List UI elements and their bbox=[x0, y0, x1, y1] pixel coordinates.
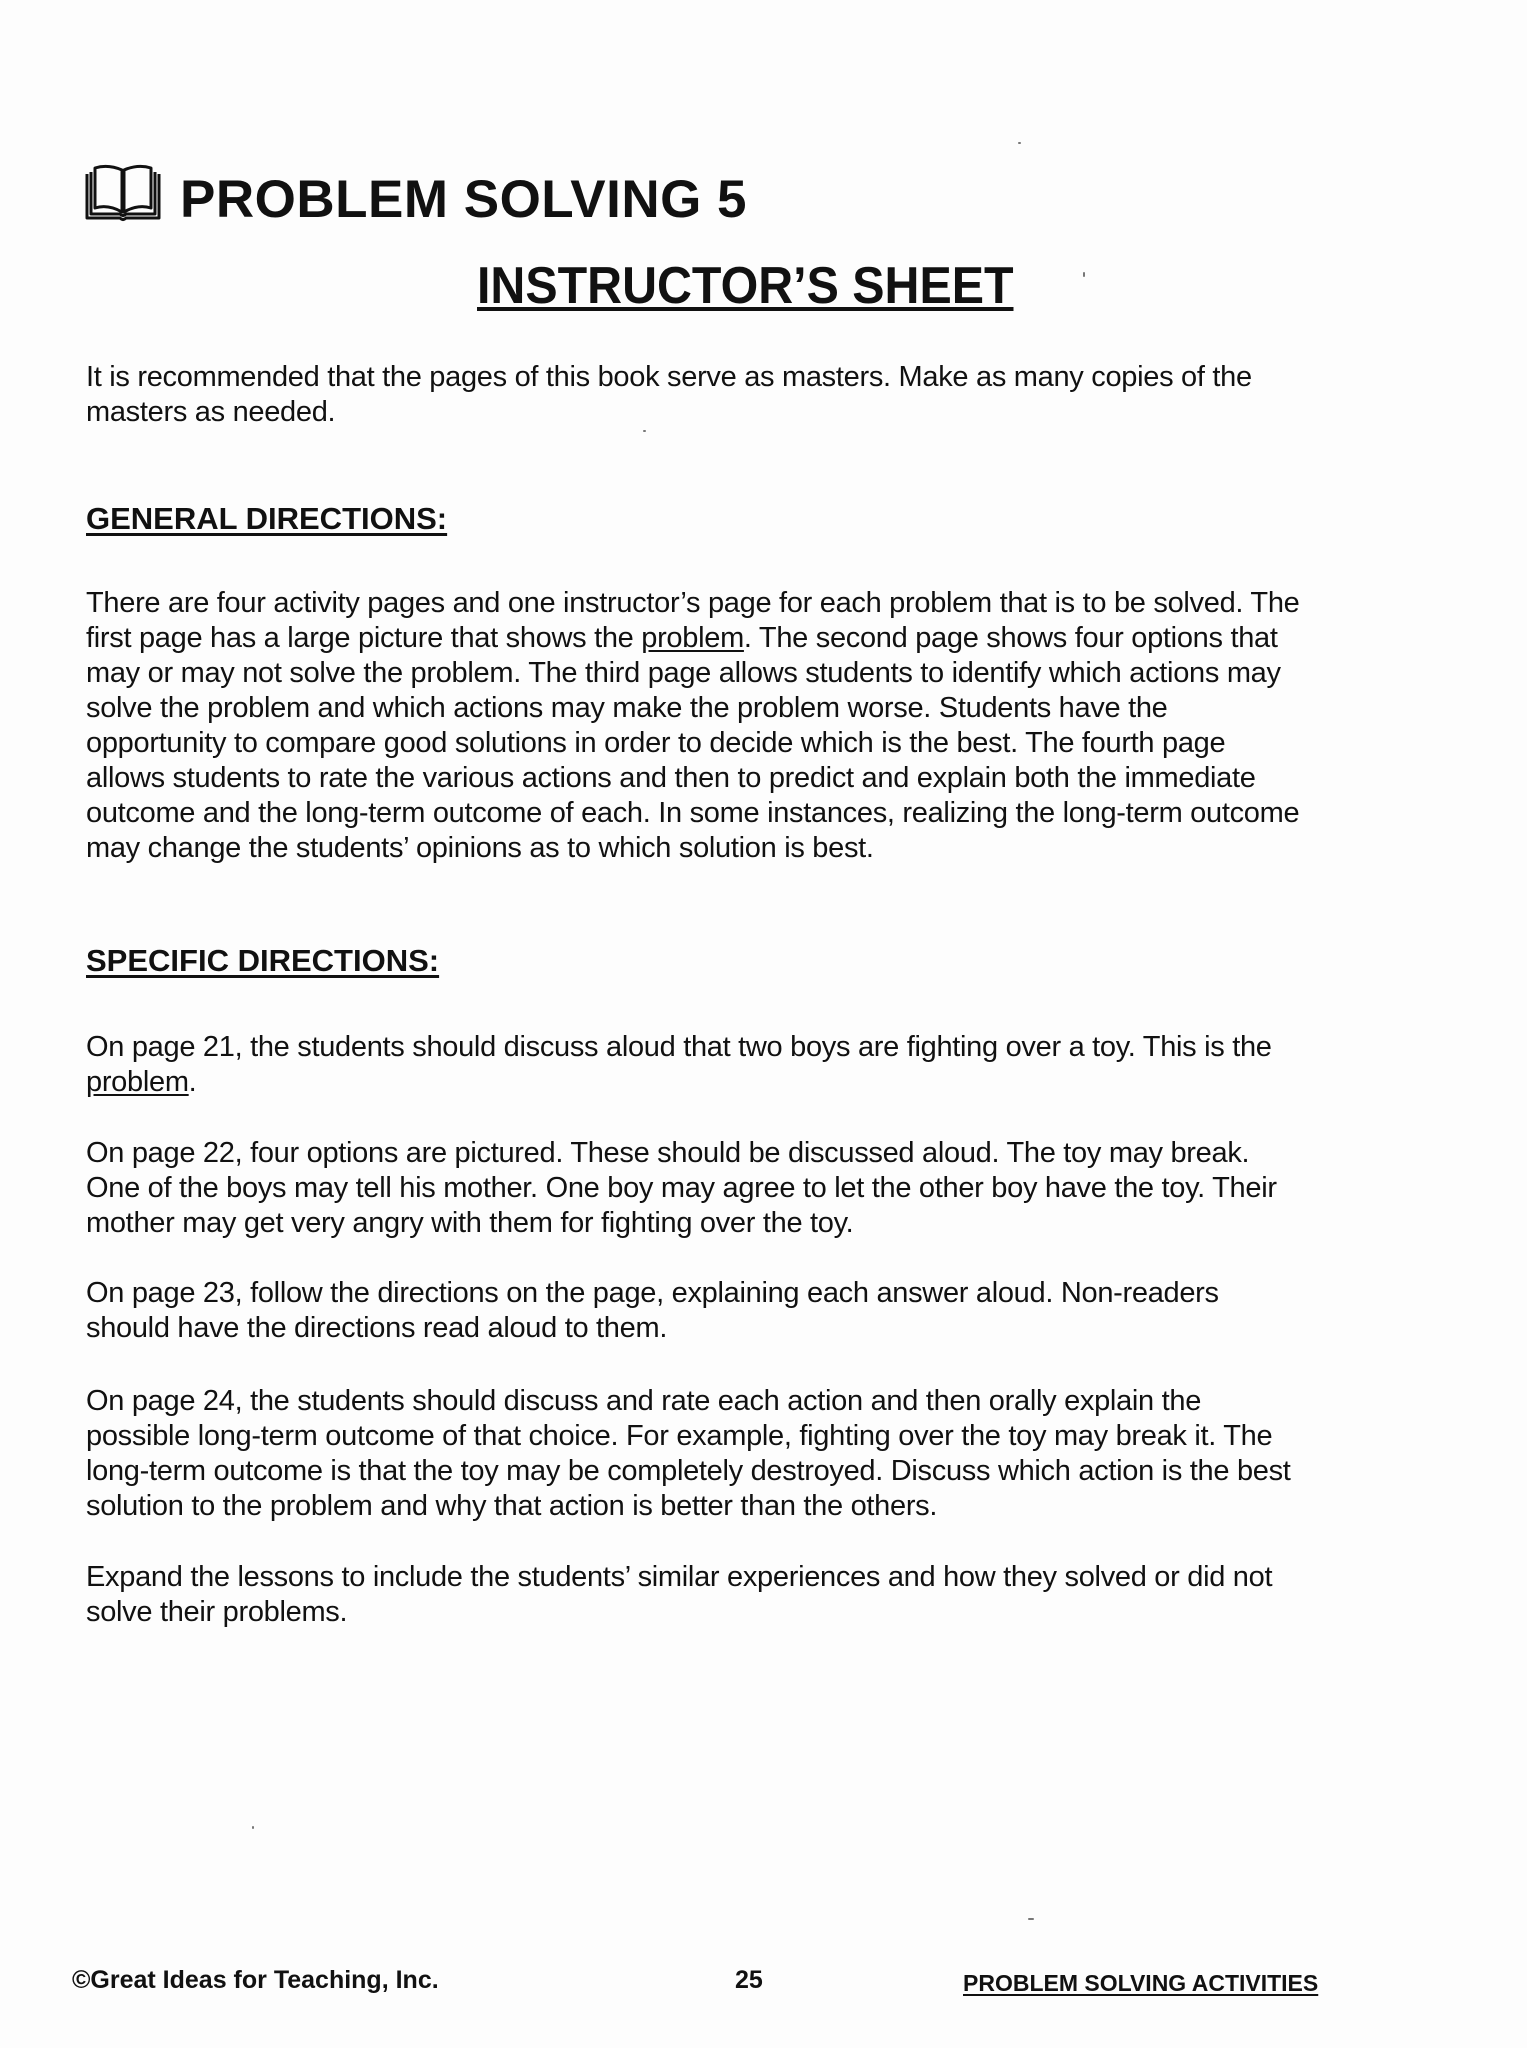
paragraph-line: On page 21, the students should discuss aloud that two boys are fighting over a toy. This is the bbox=[86, 1031, 1272, 1063]
page22-paragraph bbox=[86, 1136, 1426, 1241]
paragraph-line bbox=[86, 621, 1426, 656]
paragraph-line: may or may not solve the problem. The third page allows students to identify which actions may bbox=[86, 657, 1281, 689]
page-title: PROBLEM SOLVING 5 bbox=[180, 170, 748, 229]
paragraph-line: Expand the lessons to include the students’ similar experiences and how they solved or did not bbox=[86, 1561, 1273, 1593]
intro-line: It is recommended that the pages of this book serve as masters. Make as many copies of the bbox=[86, 361, 1252, 393]
paragraph-line: On page 22, four options are pictured. These should be discussed aloud. The toy may break. bbox=[86, 1137, 1250, 1169]
expand-paragraph bbox=[86, 1560, 1426, 1630]
text-run: . The second page shows four options that bbox=[743, 622, 1278, 654]
text-run: first page has a large picture that shows the bbox=[86, 622, 642, 654]
paragraph-line: should have the directions read aloud to them. bbox=[86, 1312, 668, 1344]
page21-paragraph bbox=[86, 1030, 1426, 1100]
paragraph-line: On page 23, follow the directions on the page, explaining each answer aloud. Non-readers bbox=[86, 1277, 1219, 1309]
footer-page-number: 25 bbox=[735, 1966, 763, 1994]
general-directions-heading: GENERAL DIRECTIONS: bbox=[86, 501, 448, 536]
paragraph-line: possible long-term outcome of that choice. For example, fighting over the toy may break it. The bbox=[86, 1420, 1273, 1452]
paragraph-line: opportunity to compare good solutions in order to decide which is the best. The fourth page bbox=[86, 727, 1226, 759]
footer-copyright: ©Great Ideas for Teaching, Inc. bbox=[72, 1966, 439, 1994]
paragraph-line: One of the boys may tell his mother. One boy may agree to let the other boy have the toy. Their bbox=[86, 1172, 1277, 1204]
paragraph-line bbox=[86, 1065, 1426, 1100]
paragraph-line: solution to the problem and why that action is better than the others. bbox=[86, 1490, 938, 1522]
page23-paragraph bbox=[86, 1276, 1426, 1346]
page-subtitle: INSTRUCTOR’S SHEET bbox=[477, 257, 1014, 315]
underlined-word-problem: problem bbox=[641, 622, 744, 654]
scan-speck bbox=[643, 430, 646, 432]
specific-directions-heading: SPECIFIC DIRECTIONS: bbox=[86, 943, 440, 978]
paragraph-line: mother may get very angry with them for fighting over the toy. bbox=[86, 1207, 854, 1239]
footer-series-title: PROBLEM SOLVING ACTIVITIES bbox=[963, 1970, 1319, 1996]
open-book-icon bbox=[84, 164, 162, 224]
paragraph-line: outcome and the long-term outcome of each. In some instances, realizing the long-term outcome bbox=[86, 797, 1300, 829]
paragraph-line: solve their problems. bbox=[86, 1596, 348, 1628]
scan-speck bbox=[1018, 142, 1021, 144]
paragraph-line: On page 24, the students should discuss and rate each action and then orally explain the bbox=[86, 1385, 1202, 1417]
underlined-word-problem: problem bbox=[86, 1066, 189, 1098]
paragraph-line: long-term outcome is that the toy may be completely destroyed. Discuss which action is the best bbox=[86, 1455, 1291, 1487]
intro-line: masters as needed. bbox=[86, 396, 336, 428]
text-run: . bbox=[188, 1066, 197, 1098]
paragraph-line: allows students to rate the various actions and then to predict and explain both the immediate bbox=[86, 762, 1256, 794]
intro-paragraph bbox=[86, 360, 1426, 430]
scan-speck bbox=[1028, 1918, 1034, 1920]
paragraph-line: There are four activity pages and one instructor’s page for each problem that is to be solved. The bbox=[86, 587, 1300, 619]
scan-speck bbox=[252, 1826, 254, 1829]
scan-speck bbox=[1083, 272, 1085, 277]
paragraph-line: solve the problem and which actions may make the problem worse. Students have the bbox=[86, 692, 1168, 724]
page24-paragraph bbox=[86, 1384, 1426, 1524]
general-directions-paragraph bbox=[86, 586, 1426, 866]
paragraph-line: may change the students’ opinions as to which solution is best. bbox=[86, 832, 874, 864]
